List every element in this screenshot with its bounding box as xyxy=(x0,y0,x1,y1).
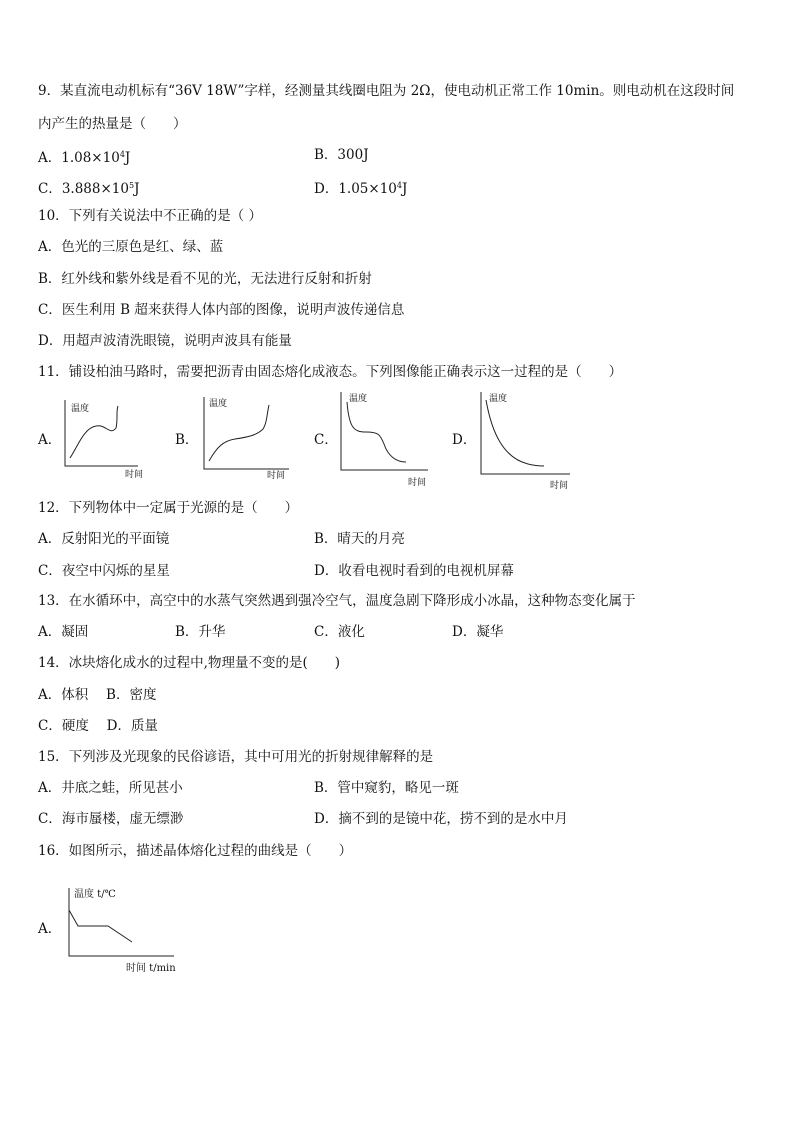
q15-option-a: A．井底之蛙，所见甚小 xyxy=(38,780,183,796)
q9-option-c: C．$3.888\times 10^5J$ xyxy=(38,181,140,197)
q13-option-d: D．凝华 xyxy=(452,624,504,640)
curve xyxy=(209,405,269,461)
q13-stem: 13．在水循环中，高空中的水蒸气突然遇到强冷空气，温度急剧下降形成小冰晶，这种物态变化属于 xyxy=(38,593,636,609)
x-label: 时间 xyxy=(267,471,286,481)
q13-option-c: C．液化 xyxy=(314,624,365,640)
q16-stem: 16．如图所示，描述晶体熔化过程的曲线是（ ） xyxy=(38,843,353,859)
q11-graph-b xyxy=(195,395,295,480)
q9-option-a: A．$1.08\times 10^4J$ xyxy=(38,150,131,166)
q9-option-b: B．300J xyxy=(314,147,369,163)
q12-stem: 12．下列物体中一定属于光源的是（ ） xyxy=(38,500,299,516)
q9-stem-line1: 9．某直流电动机标有“36V 18W”字样，经测量其线圈电阻为 2Ω，使电动机正常工作 10min。则电动机在这段时间 xyxy=(38,83,735,99)
curve xyxy=(69,910,132,942)
q11-graph-d xyxy=(474,390,574,490)
q14-options-line1: A．体积 B．密度 xyxy=(38,687,157,703)
q12-option-d: D．收看电视时看到的电视机屏幕 xyxy=(314,563,514,579)
y-label: 温度 xyxy=(71,404,90,414)
q11-graph-a xyxy=(56,398,146,480)
q11-letter-c: C． xyxy=(314,432,338,448)
q13-option-b: B．升华 xyxy=(175,624,226,640)
q12-option-c: C．夜空中闪烁的星星 xyxy=(38,563,170,579)
q15-option-d: D．摘不到的是镜中花，捞不到的是水中月 xyxy=(314,811,568,827)
q16-letter-a: A． xyxy=(38,921,62,937)
x-label: 时间 xyxy=(550,481,569,491)
q10-option-b: B．红外线和紫外线是看不见的光，无法进行反射和折射 xyxy=(38,271,372,287)
q15-option-b: B．管中窥豹，略见一斑 xyxy=(314,780,459,796)
q16-graph-a xyxy=(62,884,187,976)
q12-option-b: B．晴天的月亮 xyxy=(314,531,405,547)
q10-option-c: C．医生利用 B 超来获得人体内部的图像，说明声波传递信息 xyxy=(38,302,405,318)
q10-stem: 10．下列有关说法中不正确的是（ ） xyxy=(38,208,262,224)
x-label: 时间 xyxy=(125,470,144,480)
axes xyxy=(481,392,570,474)
q9-stem-line2: 内产生的热量是（ ） xyxy=(38,116,187,132)
q10-option-d: D．用超声波清洗眼镜，说明声波具有能量 xyxy=(38,333,292,349)
q14-stem: 14．冰块熔化成水的过程中,物理量不变的是( ) xyxy=(38,655,341,671)
q11-letter-a: A． xyxy=(38,432,62,448)
q9-option-d: D．$1.05\times 10^4J$ xyxy=(314,181,408,197)
x-label: 时间 xyxy=(408,478,427,488)
y-label: 温度 xyxy=(209,399,228,409)
q10-option-a: A．色光的三原色是红、绿、蓝 xyxy=(38,239,224,255)
y-label: 温度 xyxy=(489,394,508,404)
y-label: 温度 t/℃ xyxy=(74,889,116,900)
q11-letter-d: D． xyxy=(452,432,477,448)
q15-stem: 15．下列涉及光现象的民俗谚语，其中可用光的折射规律解释的是 xyxy=(38,749,434,765)
q11-letter-b: B． xyxy=(175,432,199,448)
q11-stem: 11．铺设柏油马路时，需要把沥青由固态熔化成液态。下列图像能正确表示这一过程的是（ ） xyxy=(38,364,623,380)
x-label: 时间 t/min xyxy=(126,963,176,974)
q12-option-a: A．反射阳光的平面镜 xyxy=(38,531,170,547)
q15-option-c: C．海市蜃楼，虚无缥渺 xyxy=(38,811,184,827)
q13-option-a: A．凝固 xyxy=(38,624,89,640)
q11-graph-c xyxy=(334,390,434,490)
y-label: 温度 xyxy=(349,394,368,404)
curve xyxy=(486,400,544,466)
curve xyxy=(347,402,406,462)
q14-options-line2: C．硬度 D．质量 xyxy=(38,718,158,734)
